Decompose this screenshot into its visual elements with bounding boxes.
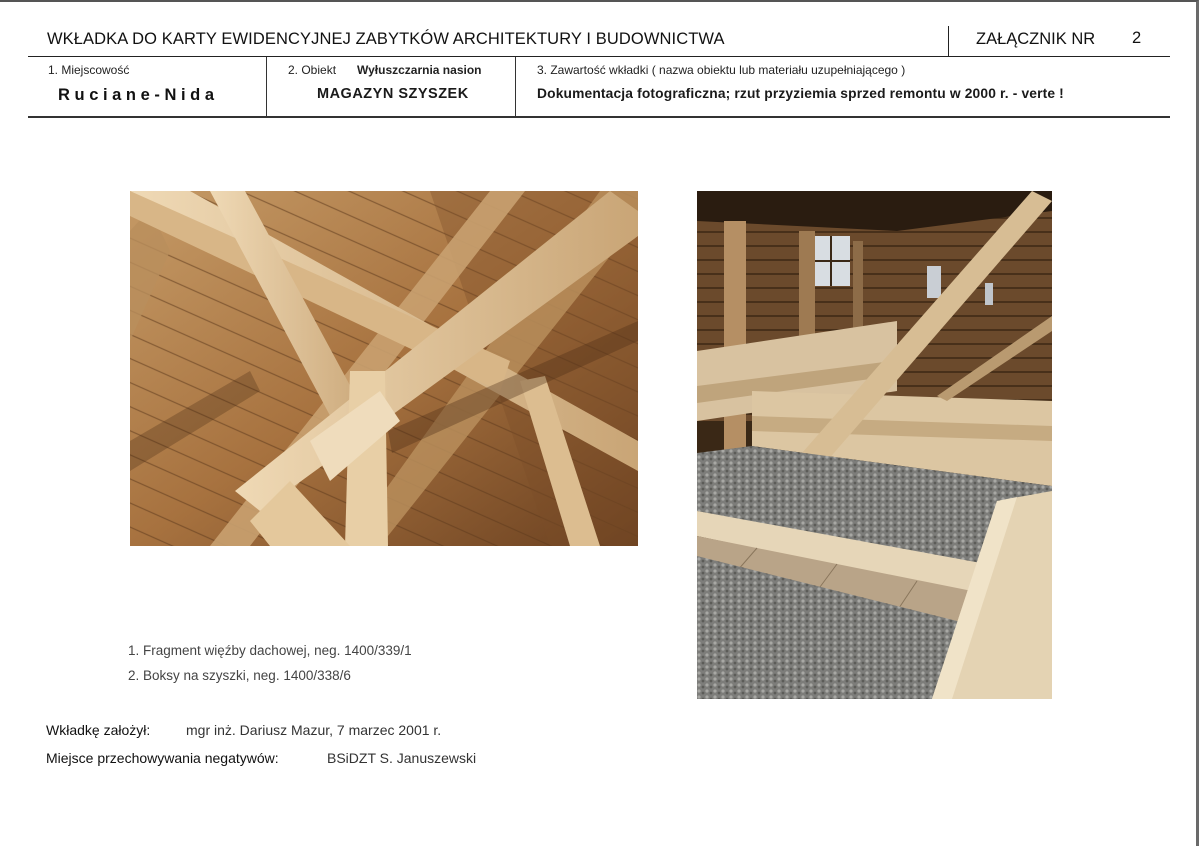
object-name: MAGAZYN SZYSZEK	[317, 86, 469, 102]
object-type: Wyłuszczarnia nasion	[357, 63, 482, 77]
column-divider-1	[266, 57, 267, 116]
place-label: 1. Miejscowość	[48, 63, 130, 77]
place-value: Ruciane-Nida	[58, 86, 219, 104]
contents-value: Dokumentacja fotograficzna; rzut przyziemia sprzed remontu w 2000 r. - verte !	[537, 86, 1064, 101]
header-rule	[28, 56, 1170, 57]
column-divider-2	[515, 57, 516, 116]
photo-cone-boxes	[697, 191, 1052, 699]
caption-photo-1: 1. Fragment więźby dachowej, neg. 1400/339/1	[128, 643, 412, 658]
annex-number: 2	[1132, 29, 1142, 47]
storage-label: Miejsce przechowywania negatywów:	[46, 750, 279, 766]
header-divider	[948, 26, 949, 56]
object-label: 2. Obiekt	[288, 63, 337, 77]
caption-photo-2: 2. Boksy na szyszki, neg. 1400/338/6	[128, 668, 351, 683]
author-value: mgr inż. Dariusz Mazur, 7 marzec 2001 r.	[186, 722, 442, 738]
photo-roof-truss	[130, 191, 638, 546]
author-label: Wkładkę założył:	[46, 722, 151, 738]
document-title: WKŁADKA DO KARTY EWIDENCYJNEJ ZABYTKÓW ARCHITEKTURY I BUDOWNICTWA	[47, 30, 725, 48]
contents-label: 3. Zawartość wkładki ( nazwa obiektu lub materiału uzupełniającego )	[537, 63, 906, 77]
annex-label: ZAŁĄCZNIK NR	[976, 30, 1096, 48]
fields-rule	[28, 116, 1170, 118]
storage-value: BSiDZT S. Januszewski	[327, 750, 477, 766]
